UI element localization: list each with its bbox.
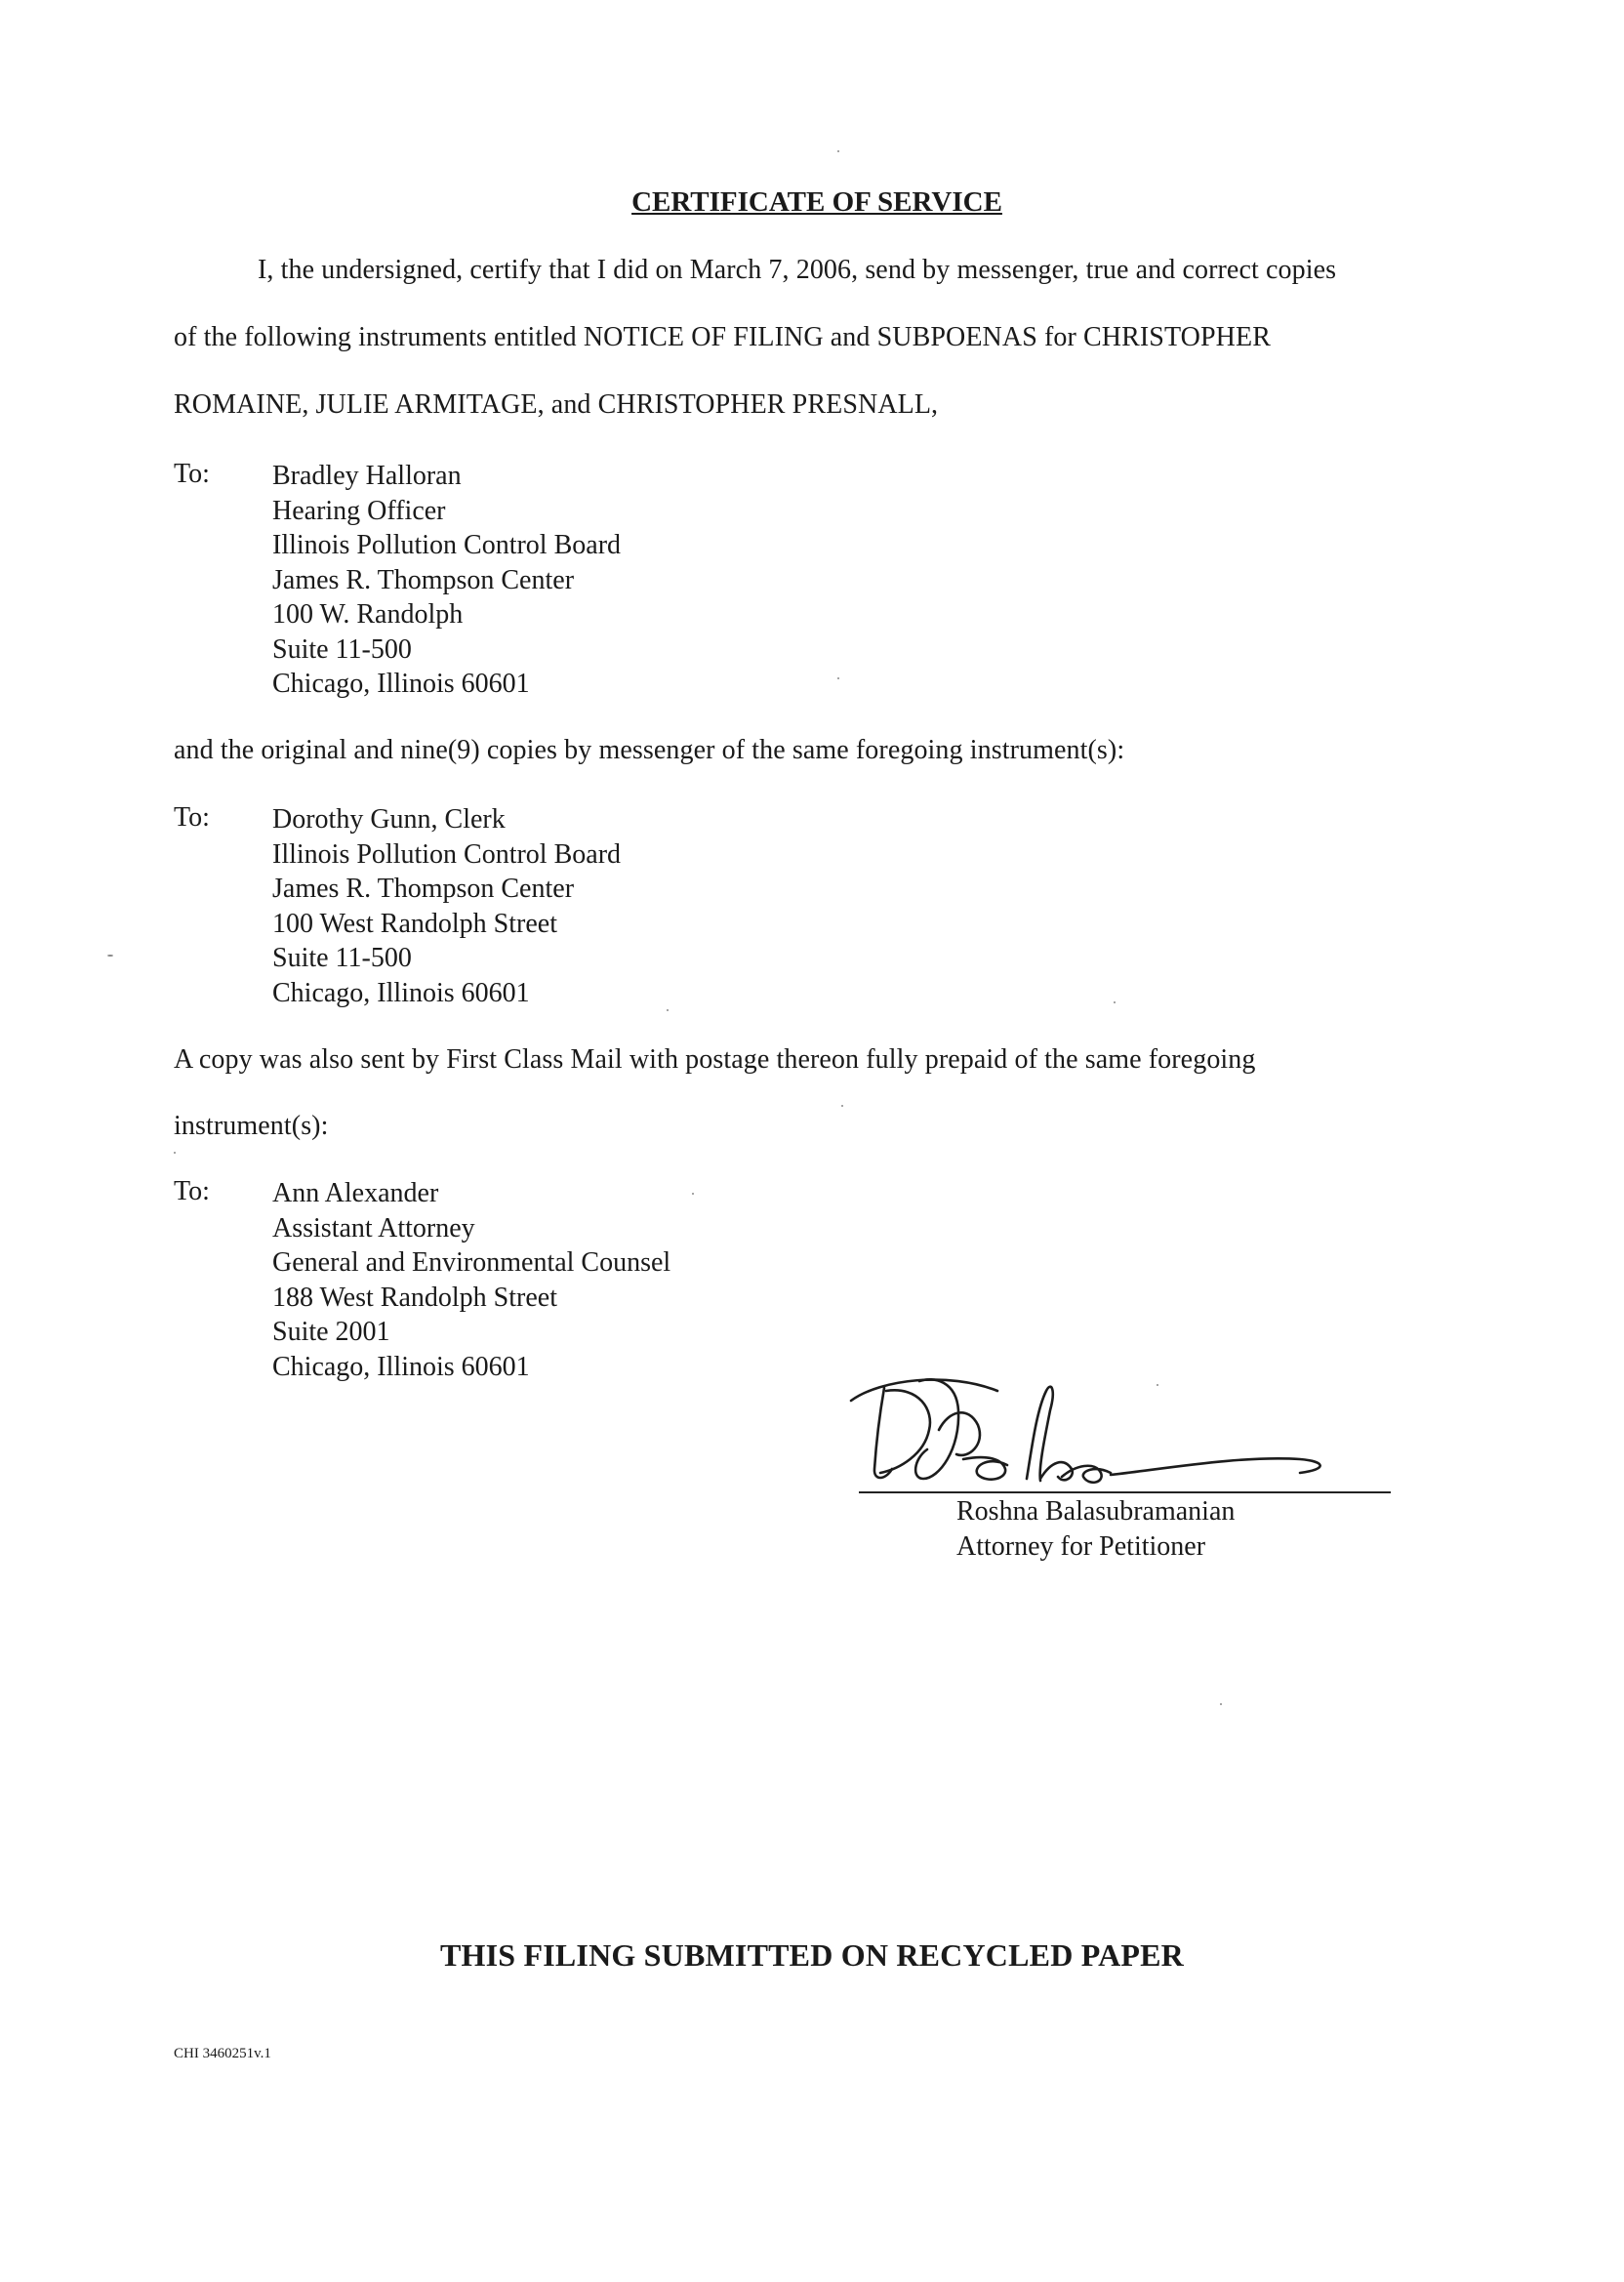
recipient-3-line: Ann Alexander: [272, 1178, 439, 1208]
recipient-2-address: [272, 802, 621, 1010]
scan-speck: [841, 1105, 843, 1107]
document-id: CHI 3460251v.1: [174, 2046, 271, 2061]
recipient-3-address: [272, 1176, 670, 1384]
recipient-1-line: Illinois Pollution Control Board: [272, 530, 622, 560]
intro-line-2: of the following instruments entitled NOTICE OF FILING and SUBPOENAS for CHRISTOPHER: [174, 322, 1271, 352]
scan-speck: [1114, 1001, 1116, 1003]
third-statement-line-2: instrument(s):: [174, 1111, 329, 1141]
recipient-3-line: General and Environmental Counsel: [272, 1247, 671, 1278]
recipient-2-line: 100 West Randolph Street: [272, 908, 557, 939]
signer-name: Roshna Balasubramanian: [956, 1496, 1236, 1527]
signer-role: Attorney for Petitioner: [956, 1531, 1206, 1562]
recipient-2-to-label: To:: [174, 802, 210, 833]
scan-speck: [692, 1193, 694, 1195]
recipient-2-line: James R. Thompson Center: [272, 874, 575, 904]
recipient-3-line: Assistant Attorney: [272, 1212, 475, 1243]
recipient-1-address: [272, 459, 621, 702]
scan-speck: [667, 1009, 669, 1011]
recipient-3-line: 188 West Randolph Street: [272, 1282, 557, 1313]
intro-line-1: I, the undersigned, certify that I did on March 7, 2006, send by messenger, true and correct copies: [258, 255, 1337, 285]
recipient-2-line: Dorothy Gunn, Clerk: [272, 804, 506, 835]
scan-speck: [107, 955, 113, 957]
scan-speck: [1220, 1703, 1222, 1705]
scan-speck: [1157, 1384, 1158, 1386]
recipient-3-line: Chicago, Illinois 60601: [272, 1351, 530, 1382]
recipient-2-line: Chicago, Illinois 60601: [272, 977, 530, 1008]
signature-line: [859, 1491, 1391, 1493]
recipient-3-to-label: To:: [174, 1176, 210, 1206]
scan-speck: [837, 150, 839, 152]
scan-speck: [174, 1152, 176, 1154]
recycled-paper-notice: THIS FILING SUBMITTED ON RECYCLED PAPER: [440, 1937, 1184, 1973]
scan-speck: [837, 677, 839, 679]
recipient-1-line: 100 W. Randolph: [272, 599, 464, 630]
recipient-3-line: Suite 2001: [272, 1317, 390, 1347]
recipient-1-line: Bradley Halloran: [272, 461, 462, 491]
recipient-2-line: Illinois Pollution Control Board: [272, 838, 622, 870]
intro-line-3: ROMAINE, JULIE ARMITAGE, and CHRISTOPHER PRESNALL,: [174, 389, 939, 420]
certificate-title: CERTIFICATE OF SERVICE: [631, 186, 1002, 218]
handwritten-signature: [841, 1371, 1398, 1498]
recipient-1-line: Chicago, Illinois 60601: [272, 669, 530, 699]
recipient-1-to-label: To:: [174, 459, 210, 489]
second-statement: and the original and nine(9) copies by messenger of the same foregoing instrument(s):: [174, 735, 1125, 765]
recipient-2-line: Suite 11-500: [272, 943, 412, 973]
third-statement-line-1: A copy was also sent by First Class Mail with postage thereon fully prepaid of the same foregoing: [174, 1044, 1256, 1075]
recipient-1-line: James R. Thompson Center: [272, 564, 575, 595]
signer-block: [956, 1494, 1235, 1565]
recipient-1-line: Suite 11-500: [272, 633, 412, 665]
recipient-1-line: Hearing Officer: [272, 495, 446, 526]
